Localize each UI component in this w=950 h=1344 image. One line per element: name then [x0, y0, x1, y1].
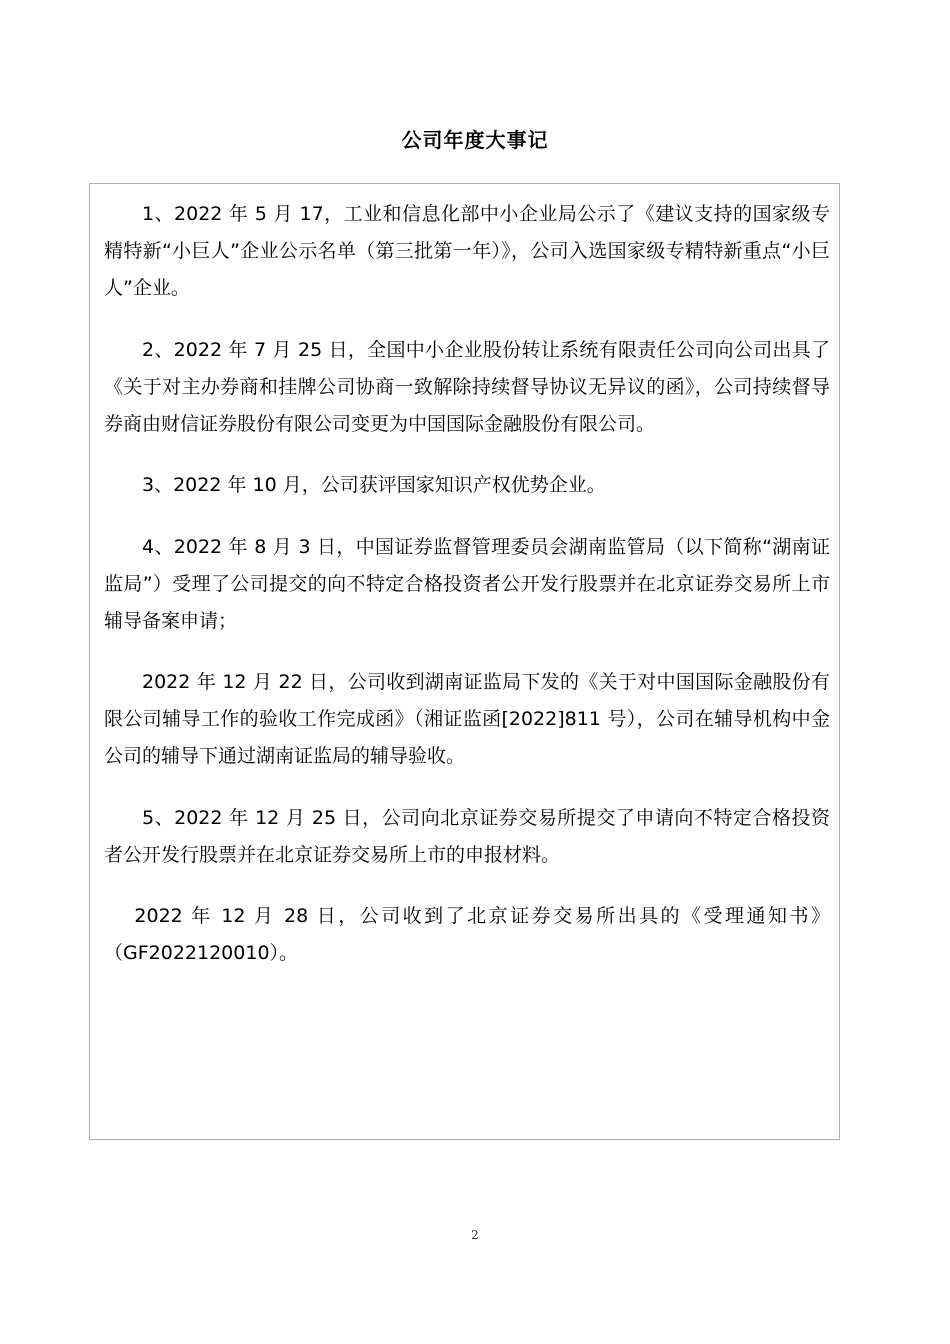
event-paragraph: 2022 年 12 月 22 日，公司收到湖南证监局下发的《关于对中国国际金融股份有限公司辅导工作的验收工作完成函》（湘证监函[2022]811 号），公司在辅导机构中金公司的辅导下通过湖南证监局的辅导验收。	[104, 671, 830, 767]
event-paragraph: 4、2022 年 8 月 3 日，中国证券监督管理委员会湖南监管局（以下简称“湖南证监局”）受理了公司提交的向不特定合格投资者公开发行股票并在北京证券交易所上市辅导备案申请；	[104, 535, 830, 632]
event-paragraph: 2022 年 12 月 28 日，公司收到了北京证券交易所出具的《受理通知书》（GF2022120010）。	[104, 905, 830, 964]
event-paragraph: 2、2022 年 7 月 25 日，全国中小企业股份转让系统有限责任公司向公司出具了《关于对主办券商和挂牌公司协商一致解除持续督导协议无异议的函》，公司持续督导券商由财信证券股份有限公司变更为中国国际金融股份有限公司。	[104, 338, 830, 435]
event-paragraph: 5、2022 年 12 月 25 日，公司向北京证券交易所提交了申请向不特定合格投资者公开发行股票并在北京证券交易所上市的申报材料。	[104, 806, 830, 866]
event-paragraph: 1、2022 年 5 月 17，工业和信息化部中小企业局公示了《建议支持的国家级专精特新“小巨人”企业公示名单（第三批第一年）》，公司入选国家级专精特新重点“小巨人”企业。	[104, 203, 830, 299]
page-number: 2	[471, 1228, 479, 1242]
page-title: 公司年度大事记	[401, 128, 549, 152]
events-list	[104, 196, 830, 997]
event-paragraph: 3、2022 年 10 月，公司获评国家知识产权优势企业。	[142, 474, 606, 496]
